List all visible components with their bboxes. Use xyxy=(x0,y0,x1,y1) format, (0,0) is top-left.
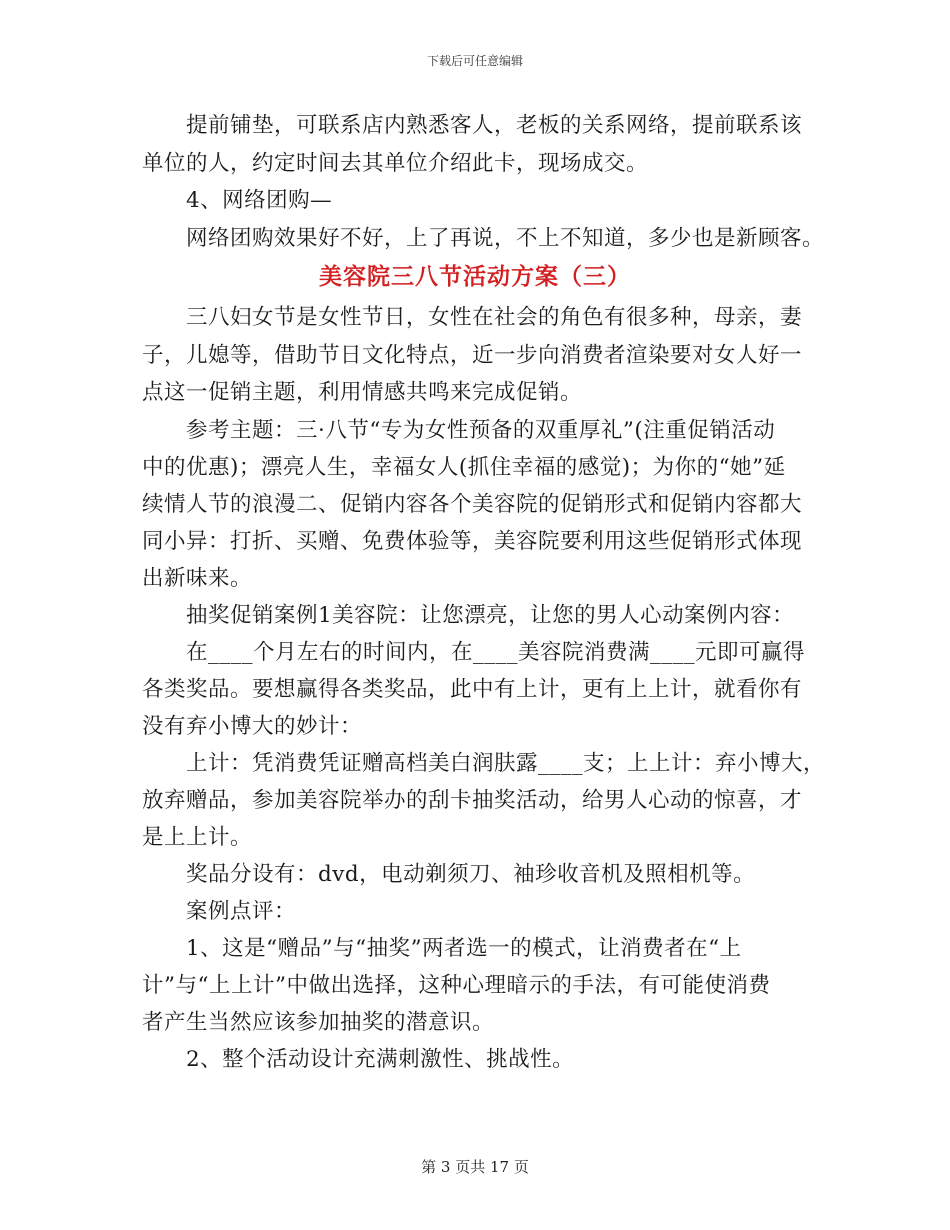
paragraph-line: 抽奖促销案例1美容院：让您漂亮，让您的男人心动案例内容： xyxy=(186,603,795,628)
paragraph-line: 在____个月左右的时间内，在____美容院消费满____元即可赢得 xyxy=(186,640,806,665)
paragraph-line: 参考主题：三·八节“专为女性预备的双重厚礼”(注重促销活动 xyxy=(186,418,776,443)
paragraph-line: 没有弃小博大的妙计： xyxy=(142,714,363,739)
section-title: 美容院三八节活动方案（三） xyxy=(319,263,631,290)
paragraph-line: 网络团购效果好不好，上了再说，不上不知道，多少也是新顾客。 xyxy=(186,226,825,251)
paragraph-line: 三八妇女节是女性节日，女性在社会的角色有很多种，母亲，妻 xyxy=(186,305,803,330)
paragraph-line: 点这一促销主题，利用情感共鸣来完成促销。 xyxy=(142,380,583,405)
paragraph-line: 同小异：打折、买赠、免费体验等，美容院要利用这些促销形式体现 xyxy=(142,529,803,554)
paragraph-line: 2、整个活动设计充满刺激性、挑战性。 xyxy=(186,1047,575,1072)
page-header: 下载后可任意编辑 xyxy=(426,54,523,68)
paragraph-line: 子，儿媳等，借助节日文化特点，近一步向消费者渲染要对女人好一 xyxy=(142,343,803,368)
paragraph-line: 各类奖品。要想赢得各类奖品，此中有上计，更有上上计，就看你有 xyxy=(142,677,803,702)
paragraph-line: 4、网络团购— xyxy=(186,188,333,213)
paragraph-line: 计”与“上上计”中做出选择，这种心理暗示的手法，有可能使消费 xyxy=(142,973,771,998)
paragraph-line: 单位的人，约定时间去其单位介绍此卡，现场成交。 xyxy=(142,151,649,176)
paragraph-line: 中的优惠)；漂亮人生，幸福女人(抓住幸福的感觉)；为你的“她”延 xyxy=(142,455,786,480)
paragraph-line: 放弃赠品，参加美容院举办的刮卡抽奖活动，给男人心动的惊喜，才 xyxy=(142,788,803,813)
paragraph-line: 是上上计。 xyxy=(142,825,253,850)
paragraph-line: 提前铺垫，可联系店内熟悉客人，老板的关系网络，提前联系该 xyxy=(186,113,803,138)
paragraph-line: 者产生当然应该参加抽奖的潜意识。 xyxy=(142,1010,495,1035)
paragraph-line: 案例点评： xyxy=(186,899,297,924)
paragraph-line: 续情人节的浪漫二、促销内容各个美容院的促销形式和促销内容都大 xyxy=(142,492,803,517)
paragraph-line: 1、这是“赠品”与“抽奖”两者选一的模式，让消费者在“上 xyxy=(186,936,742,961)
paragraph-line: 奖品分设有：dvd，电动剃须刀、袖珍收音机及照相机等。 xyxy=(186,862,756,887)
paragraph-line: 出新味来。 xyxy=(142,566,253,591)
paragraph-line: 上计：凭消费凭证赠高档美白润肤露____支；上上计：弃小博大， xyxy=(186,751,826,776)
page-footer: 第 3 页共 17 页 xyxy=(421,1158,529,1176)
